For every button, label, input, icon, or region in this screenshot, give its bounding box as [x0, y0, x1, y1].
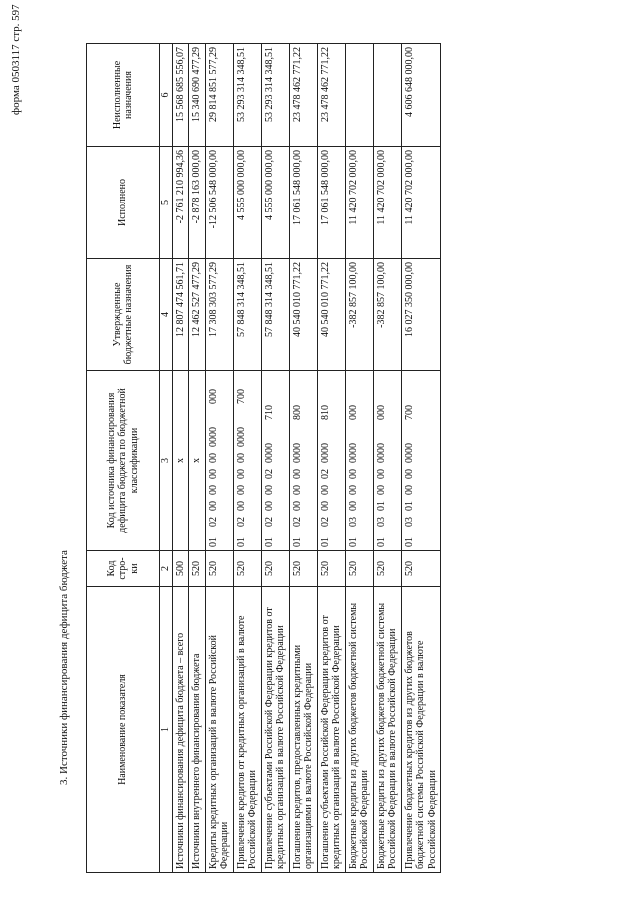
- col-number: 1: [160, 587, 173, 873]
- code-part: 00: [291, 501, 303, 511]
- code-part: 00: [235, 469, 247, 479]
- code-part: 00: [375, 469, 387, 479]
- form-code: форма 0503117 стр. 597: [10, 4, 22, 115]
- code-part: 00: [263, 501, 275, 511]
- code-part: 0000: [347, 443, 359, 463]
- code-part: 00: [207, 453, 219, 463]
- row-name-cell: Кредиты кредитных организаций в валюте Российской Федерации: [205, 587, 233, 873]
- row-unexecuted-cell: 23 478 462 771,22: [317, 44, 345, 147]
- code-part: 01: [207, 537, 219, 547]
- table-body: [172, 44, 441, 873]
- code-part: 0000: [319, 443, 331, 463]
- row-executed-cell: -12 506 548 000,00: [205, 147, 233, 259]
- code-part: 03: [403, 517, 415, 527]
- table-row: [261, 44, 289, 873]
- code-part: 00: [235, 485, 247, 495]
- code-part: 810: [319, 405, 331, 420]
- code-part: 0000: [207, 427, 219, 447]
- row-code-cell: [205, 371, 233, 551]
- row-name-cell: Источники внутреннего финансирования бюджета: [189, 587, 206, 873]
- row-line-cell: 520: [189, 551, 206, 587]
- row-line-cell: 520: [373, 551, 401, 587]
- code-part: 01: [403, 537, 415, 547]
- row-line-cell: 520: [345, 551, 373, 587]
- code-part: 00: [403, 469, 415, 479]
- col-header-name: Наименование показателя: [87, 587, 160, 873]
- code-part: 00: [347, 501, 359, 511]
- row-unexecuted-cell: 15 568 685 556,07: [172, 44, 189, 147]
- row-line-cell: 520: [205, 551, 233, 587]
- code-part: 01: [319, 537, 331, 547]
- table-row: [373, 44, 401, 873]
- code-part: 0000: [263, 443, 275, 463]
- row-executed-cell: 17 061 548 000,00: [289, 147, 317, 259]
- table-row: [172, 44, 189, 873]
- row-unexecuted-cell: 15 340 690 477,29: [189, 44, 206, 147]
- col-number: 4: [160, 259, 173, 371]
- row-approved-cell: -382 857 100,00: [373, 259, 401, 371]
- code-part: 02: [319, 469, 331, 479]
- code-part: 02: [263, 517, 275, 527]
- row-approved-cell: 12 807 474 561,71: [172, 259, 189, 371]
- row-executed-cell: 17 061 548 000,00: [317, 147, 345, 259]
- row-name-cell: Привлечение кредитов от кредитных организаций в валюте Российской Федерации: [233, 587, 261, 873]
- code-part: 700: [235, 389, 247, 404]
- financing-sources-table: [86, 43, 441, 873]
- table-row: [345, 44, 373, 873]
- row-code-cell: [233, 371, 261, 551]
- row-line-cell: 520: [317, 551, 345, 587]
- row-approved-cell: 57 848 314 348,51: [261, 259, 289, 371]
- code-part: 02: [291, 517, 303, 527]
- col-header-line-code: Код стро-ки: [87, 551, 160, 587]
- row-name-cell: Источники финансирования дефицита бюджета – всего: [172, 587, 189, 873]
- row-name-cell: Бюджетные кредиты из других бюджетов бюджетной системы Российской Федерации в валюте Российской Федерации: [373, 587, 401, 873]
- row-approved-cell: 17 308 303 577,29: [205, 259, 233, 371]
- row-executed-cell: 11 420 702 000,00: [373, 147, 401, 259]
- code-part: 00: [207, 469, 219, 479]
- row-approved-cell: 57 848 314 348,51: [233, 259, 261, 371]
- row-line-cell: 520: [401, 551, 441, 587]
- row-name-cell: Бюджетные кредиты из других бюджетов бюджетной системы Российской Федерации: [345, 587, 373, 873]
- row-executed-cell: 4 555 000 000,00: [261, 147, 289, 259]
- row-code-cell: [401, 371, 441, 551]
- code-part: 0000: [375, 443, 387, 463]
- row-code-cell: [345, 371, 373, 551]
- col-header-unexecuted: Неисполненные назначения: [87, 44, 160, 147]
- code-part: 01: [235, 537, 247, 547]
- code-part: 00: [403, 485, 415, 495]
- code-part: 02: [207, 517, 219, 527]
- code-part: 800: [291, 405, 303, 420]
- code-part: 700: [403, 405, 415, 420]
- col-number: 3: [160, 371, 173, 551]
- row-approved-cell: -382 857 100,00: [345, 259, 373, 371]
- row-unexecuted-cell: 29 814 851 577,29: [205, 44, 233, 147]
- row-executed-cell: -2 761 210 994,36: [172, 147, 189, 259]
- code-part: 000: [347, 405, 359, 420]
- row-code-cell: [261, 371, 289, 551]
- row-line-cell: 520: [261, 551, 289, 587]
- section-title: 3. Источники финансирования дефицита бюджета: [58, 550, 70, 785]
- table-row: [317, 44, 345, 873]
- row-line-cell: 520: [233, 551, 261, 587]
- code-part: 01: [291, 537, 303, 547]
- row-name-cell: Привлечение бюджетных кредитов из других бюджетов бюджетной системы Российской Федерации в валюте Российской Федерации: [401, 587, 441, 873]
- row-unexecuted-cell: 53 293 314 348,51: [261, 44, 289, 147]
- code-part: 00: [319, 485, 331, 495]
- row-executed-cell: 4 555 000 000,00: [233, 147, 261, 259]
- row-name-cell: Погашение кредитов, предоставленных кредитными организациями в валюте Российской Федерации: [289, 587, 317, 873]
- col-header-approved: Утвержденные бюджетные назначения: [87, 259, 160, 371]
- row-code-cell: [189, 371, 206, 551]
- row-approved-cell: 40 540 010 771,22: [289, 259, 317, 371]
- code-part: 01: [403, 501, 415, 511]
- code-part: 0000: [235, 427, 247, 447]
- col-number: 5: [160, 147, 173, 259]
- row-line-cell: 520: [289, 551, 317, 587]
- code-part: x: [174, 458, 186, 463]
- row-code-cell: [289, 371, 317, 551]
- row-code-cell: [373, 371, 401, 551]
- table-header-row: [87, 44, 160, 873]
- row-name-cell: Привлечение субъектами Российской Федерации кредитов от кредитных организаций в валюте Российской Федерации: [261, 587, 289, 873]
- code-part: 00: [235, 501, 247, 511]
- row-unexecuted-cell: 23 478 462 771,22: [289, 44, 317, 147]
- code-part: 00: [235, 453, 247, 463]
- row-executed-cell: -2 878 163 000,00: [189, 147, 206, 259]
- code-part: 01: [375, 501, 387, 511]
- code-part: 00: [207, 485, 219, 495]
- table-row: [189, 44, 206, 873]
- row-unexecuted-cell: [373, 44, 401, 147]
- row-unexecuted-cell: 4 606 648 000,00: [401, 44, 441, 147]
- code-part: 02: [235, 517, 247, 527]
- row-executed-cell: 11 420 702 000,00: [345, 147, 373, 259]
- table-row: [289, 44, 317, 873]
- code-part: 00: [347, 485, 359, 495]
- code-part: 710: [263, 405, 275, 420]
- col-number: 2: [160, 551, 173, 587]
- code-part: 00: [375, 485, 387, 495]
- code-part: 01: [263, 537, 275, 547]
- code-part: 00: [319, 501, 331, 511]
- code-part: 00: [207, 501, 219, 511]
- code-part: 0000: [403, 443, 415, 463]
- code-part: 00: [347, 469, 359, 479]
- code-part: 02: [319, 517, 331, 527]
- code-part: x: [191, 458, 202, 463]
- code-part: 00: [263, 485, 275, 495]
- row-unexecuted-cell: 53 293 314 348,51: [233, 44, 261, 147]
- table-row: [205, 44, 233, 873]
- row-approved-cell: 40 540 010 771,22: [317, 259, 345, 371]
- code-part: 000: [207, 389, 219, 404]
- code-part: 00: [291, 485, 303, 495]
- row-line-cell: 500: [172, 551, 189, 587]
- row-code-cell: [172, 371, 189, 551]
- code-part: 01: [375, 537, 387, 547]
- code-part: 02: [263, 469, 275, 479]
- row-approved-cell: 16 027 350 000,00: [401, 259, 441, 371]
- row-name-cell: Погашение субъектами Российской Федерации кредитов от кредитных организаций в валюте Российской Федерации: [317, 587, 345, 873]
- code-part: 01: [347, 537, 359, 547]
- table-row: [401, 44, 441, 873]
- code-part: 03: [375, 517, 387, 527]
- col-number: 6: [160, 44, 173, 147]
- col-header-executed: Исполнено: [87, 147, 160, 259]
- col-header-source-code: Код источника финансирования дефицита бюджета по бюджетной классификации: [87, 371, 160, 551]
- table-row: [233, 44, 261, 873]
- row-executed-cell: 11 420 702 000,00: [401, 147, 441, 259]
- code-part: 000: [375, 405, 387, 420]
- code-part: 03: [347, 517, 359, 527]
- row-unexecuted-cell: [345, 44, 373, 147]
- column-numbers-row: [160, 44, 173, 873]
- code-part: 00: [291, 469, 303, 479]
- code-part: 0000: [291, 443, 303, 463]
- row-code-cell: [317, 371, 345, 551]
- row-approved-cell: 12 462 527 477,29: [189, 259, 206, 371]
